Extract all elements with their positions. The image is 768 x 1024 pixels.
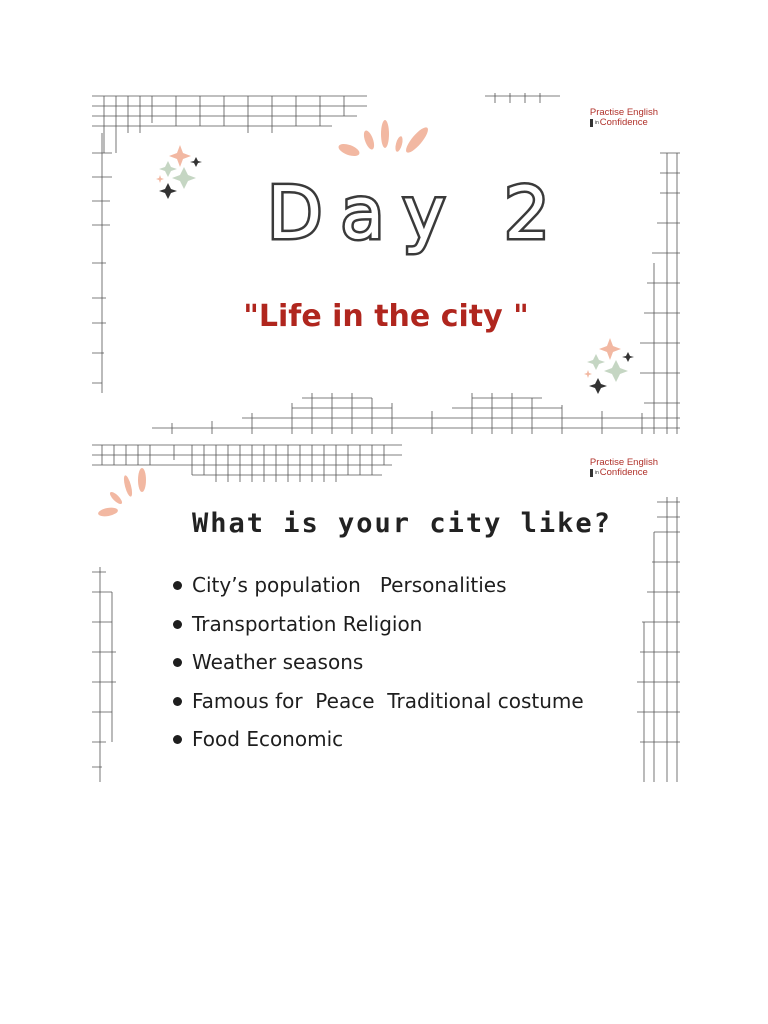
sparkle-icon	[154, 143, 206, 205]
list-item: Food Economic	[172, 726, 584, 765]
brand-logo	[590, 108, 658, 128]
list-item: Weather seasons	[172, 649, 584, 688]
content-slide	[92, 442, 680, 782]
brand-line2: Confidence	[599, 117, 648, 128]
svg-text:Day 2: Day 2	[267, 171, 568, 255]
brand-line2: Confidence	[599, 467, 648, 478]
slide-subtitle: "Life in the city "	[243, 299, 529, 334]
list-item: City’s population Personalities	[172, 572, 584, 611]
slide-heading: What is your city like?	[192, 508, 612, 539]
sparkle-icon	[582, 336, 634, 398]
day-title	[242, 158, 568, 268]
title-slide	[92, 93, 680, 434]
brand-prefix: in	[594, 470, 599, 476]
brand-line1: Practise English	[589, 457, 658, 468]
list-item: Transportation Religion	[172, 611, 584, 650]
burst-icon	[98, 468, 150, 518]
topic-list	[172, 572, 584, 765]
brand-prefix: in	[594, 120, 599, 126]
brand-line1: Practise English	[589, 107, 658, 118]
brand-logo	[590, 458, 658, 478]
list-item: Famous for Peace Traditional costume	[172, 688, 584, 727]
brand-mark-icon	[590, 469, 593, 477]
burst-icon	[337, 118, 437, 163]
brand-mark-icon	[590, 119, 593, 127]
